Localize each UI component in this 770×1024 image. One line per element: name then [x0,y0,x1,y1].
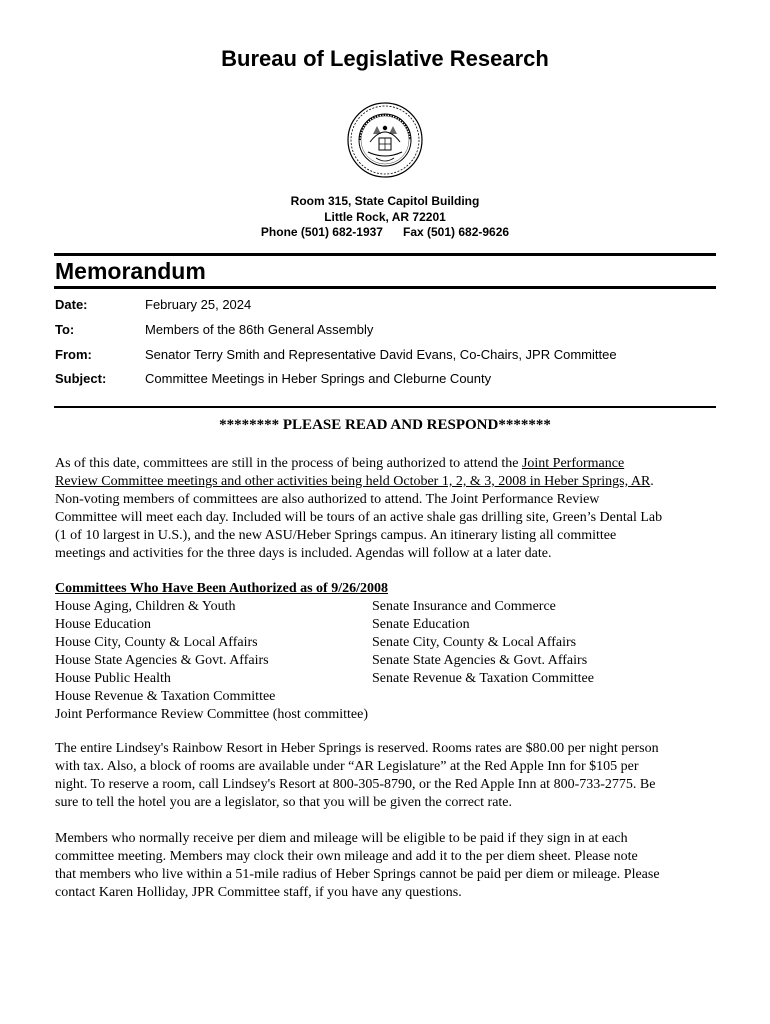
date-label: Date: [55,297,88,312]
lodging-paragraph [55,740,720,812]
address-line2: Little Rock, AR 72201 [324,209,446,224]
para-line [55,455,720,473]
committees-section [55,580,720,722]
memo-title: Memorandum [55,258,206,284]
jpr-link-text-cont: Review Committee meetings and other activities being held October 1, 2, & 3, 2008 in Heber Springs, AR [55,474,651,489]
para-line: that members who live within a 51-mile radius of Heber Springs cannot be paid per diem or mileage. Please [55,867,660,882]
list-item: House Revenue & Taxation Committee [55,689,276,704]
list-item: Senate State Agencies & Govt. Affairs [372,653,588,668]
para-line: The entire Lindsey's Rainbow Resort in Heber Springs is reserved. Rooms rates are $80.00 per night person [55,741,659,756]
list-item: Senate Revenue & Taxation Committee [372,671,594,686]
committees-heading: Committees Who Have Been Authorized as of 9/26/2008 [55,581,388,596]
list-item: House State Agencies & Govt. Affairs [55,653,269,668]
to-value: Members of the 86th General Assembly [145,322,374,337]
bureau-title: Bureau of Legislative Research [221,46,549,71]
divider-top [54,253,716,256]
from-label: From: [55,347,92,362]
address-block [0,194,770,241]
to-label: To: [55,322,75,337]
address-line1: Room 315, State Capitol Building [290,194,480,208]
list-item: House Education [55,617,152,632]
jpr-link-text: Joint Performance [521,456,625,471]
para-line: meetings and activities for the three days is included. Agendas will follow at a later date. [55,546,552,561]
house-committees-list [55,598,375,724]
contact-line [0,225,770,241]
para-line: Non-voting members of committees are also authorized to attend. The Joint Performance Review [55,492,600,507]
para-line: Members who normally receive per diem and mileage will be eligible to be paid if they sign in at each [55,831,628,846]
subject-value: Committee Meetings in Heber Springs and Cleburne County [145,371,492,386]
senate-committees-list [372,598,712,688]
list-item: House Public Health [55,671,171,686]
notice-banner: ******** PLEASE READ AND RESPOND******* [219,417,551,433]
subject-label: Subject: [55,371,107,386]
para-line: committee meeting. Members may clock their own mileage and add it to the per diem sheet. Please note [55,849,638,864]
para-line: with tax. Also, a block of rooms are available under “AR Legislature” at the Red Apple Inn for $105 per [55,759,639,774]
para-line: sure to tell the hotel you are a legislator, so that you will be given the correct rate. [55,795,513,810]
from-value: Senator Terry Smith and Representative David Evans, Co-Chairs, JPR Committee [145,347,617,362]
fax-number: Fax (501) 682-9626 [402,225,510,239]
per-diem-paragraph [55,830,720,902]
intro-paragraph [55,455,720,563]
list-item: House City, County & Local Affairs [55,635,258,650]
para-line: night. To reserve a room, call Lindsey's Resort at 800-305-8790, or the Red Apple Inn at 800-733-2775. Be [55,777,656,792]
list-item: Senate Education [372,617,470,632]
para-line [55,473,720,491]
date-value: February 25, 2024 [145,297,252,312]
phone-number: Phone (501) 682-1937 [260,225,383,239]
divider-mid [54,286,716,289]
list-item: House Aging, Children & Youth [55,599,236,614]
state-seal-icon [346,100,424,180]
list-item: Senate Insurance and Commerce [372,599,556,614]
para-text: . [650,474,654,489]
para-line: contact Karen Holliday, JPR Committee staff, if you have any questions. [55,885,462,900]
para-line: (1 of 10 largest in U.S.), and the new ASU/Heber Springs campus. An itinerary listing all committee [55,528,617,543]
divider-bottom [54,406,716,408]
para-line: Committee will meet each day. Included will be tours of an active shale gas drilling site, Green’s Dental Lab [55,510,663,525]
para-text: As of this date, committees are still in the process of being authorized to attend the [55,456,522,471]
list-item: Senate City, County & Local Affairs [372,635,577,650]
list-item: Joint Performance Review Committee (host committee) [55,707,368,722]
